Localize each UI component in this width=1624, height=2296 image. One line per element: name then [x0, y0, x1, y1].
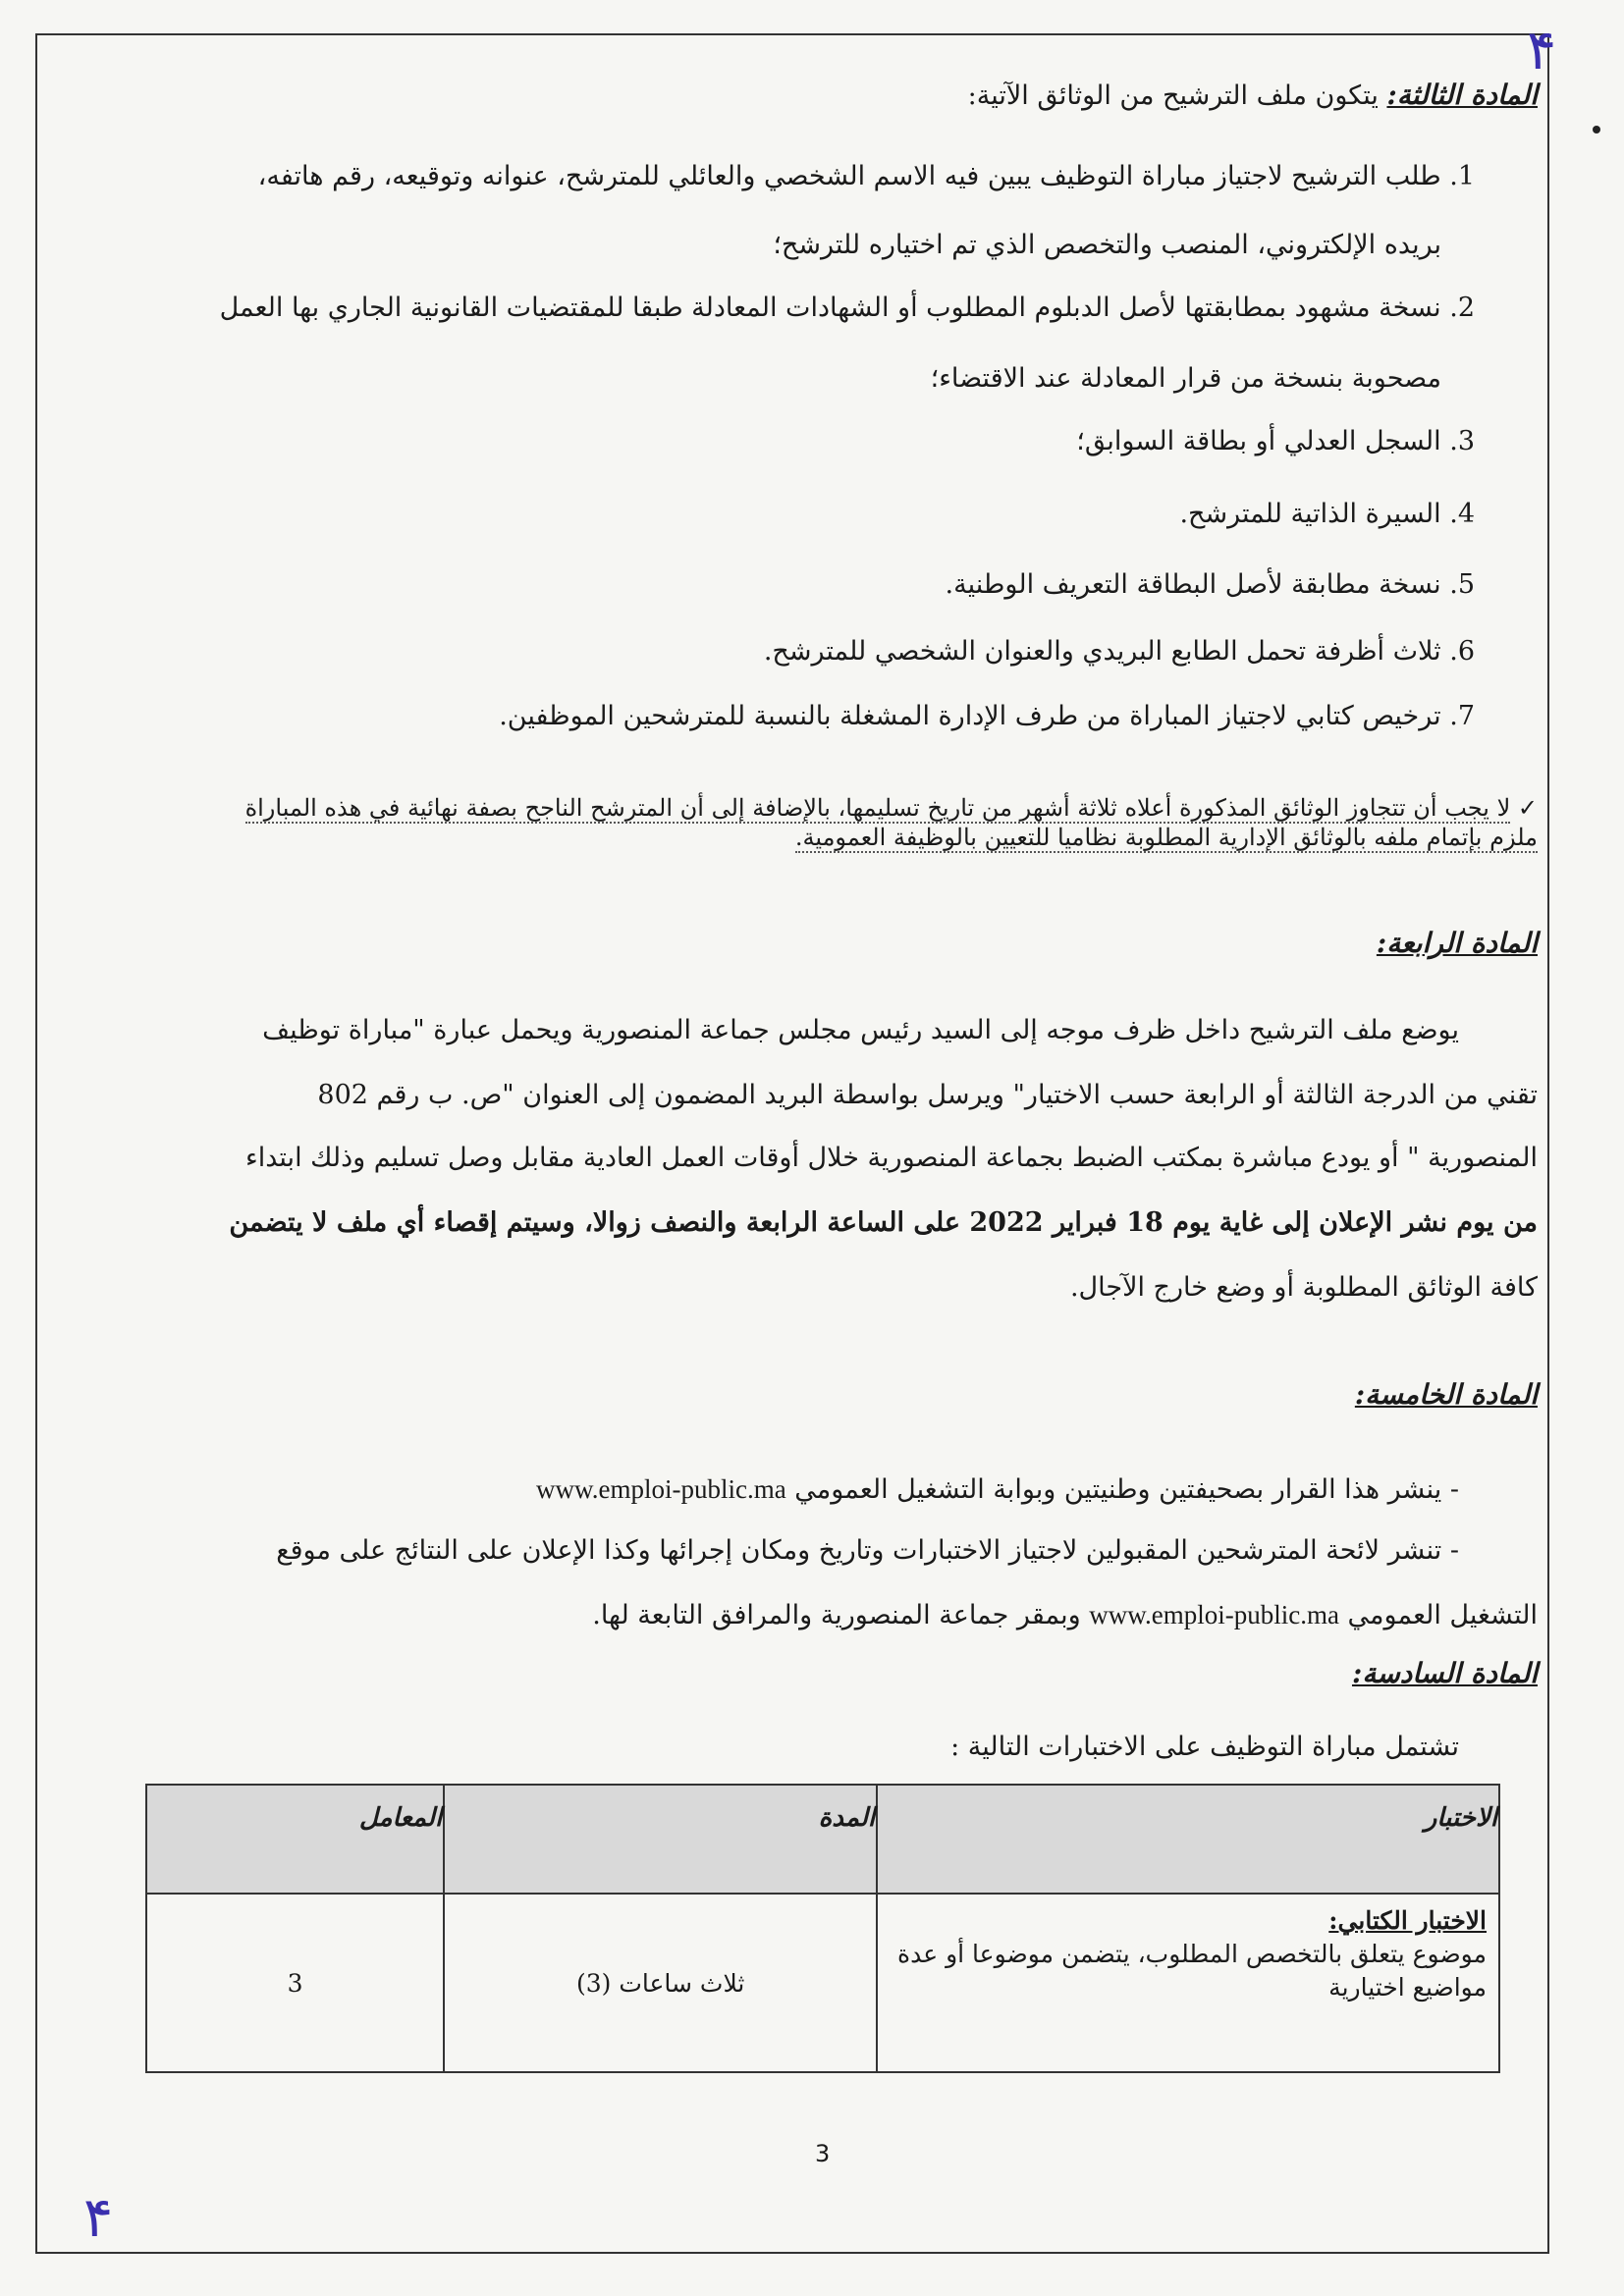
article5-line3b: وبمقر جماعة المنصورية والمرافق التابعة لها.: [592, 1600, 1081, 1630]
article6-intro: تشتمل مباراة التوظيف على الاختبارات التالية :: [950, 1732, 1459, 1762]
header-duration: المدة: [444, 1785, 877, 1894]
page-number: 3: [815, 2140, 831, 2167]
article4-line: من يوم نشر الإعلان إلى غاية يوم 18 فبراير 2022 على الساعة الرابعة والنصف زوالا، وسيتم إقصاء أي ملف لا يتضمن: [229, 1207, 1538, 1238]
article5-line2: - تنشر لائحة المترشحين المقبولين لاجتياز الاختبارات وتاريخ ومكان إجرائها وكذا الإعلان على النتائج على موقع: [276, 1535, 1459, 1566]
article3-item: 4. السيرة الذاتية للمترشح.: [1179, 499, 1475, 529]
cell-test: [877, 1894, 1499, 2072]
article6-heading: [1352, 1657, 1538, 1689]
article3-intro: يتكون ملف الترشيح من الوثائق الآتية:: [967, 80, 1387, 111]
article5-line3a: التشغيل العمومي: [1347, 1600, 1538, 1630]
checkmark-icon: ✓: [1517, 794, 1538, 822]
margin-dot: [1593, 126, 1600, 133]
article6-title: المادة السادسة:: [1351, 1657, 1538, 1689]
article4-line: المنصورية " أو يودع مباشرة بمكتب الضبط بجماعة المنصورية خلال أوقات العمل العادية مقابل وصل تسليم وذلك ابتداء: [245, 1143, 1538, 1173]
article4-title: المادة الرابعة:: [1376, 927, 1538, 959]
notice-line: ملزم بإتمام ملفه بالوثائق الإدارية المطلوبة نظاميا للتعيين بالوظيفة العمومية.: [794, 824, 1538, 851]
table-row: [146, 1894, 1499, 2072]
article5-line: [592, 1600, 1538, 1630]
header-test: الاختبار: [877, 1785, 1499, 1894]
handwritten-mark-top: ۴: [1527, 19, 1557, 82]
handwritten-mark-bottom: ۴: [83, 2186, 114, 2250]
article3-title: المادة الثالثة:: [1386, 79, 1538, 111]
article4-line: كافة الوثائق المطلوبة أو وضع خارج الآجال.: [1069, 1272, 1538, 1303]
article5-line: [536, 1474, 1459, 1505]
article4-line: تقني من الدرجة الثالثة أو الرابعة حسب الاختيار" ويرسل بواسطة البريد المضمون إلى العنوان "ص. ب رقم 802: [317, 1080, 1538, 1110]
cell-coefficient: 3: [146, 1894, 444, 2072]
article3-item: 6. ثلاث أظرفة تحمل الطابع البريدي والعنوان الشخصي للمترشح.: [763, 636, 1475, 667]
article3-item: 5. نسخة مطابقة لأصل البطاقة التعريف الوطنية.: [945, 569, 1475, 600]
article5-line1: - ينشر هذا القرار بصحيفتين وطنيتين وبوابة التشغيل العمومي: [794, 1474, 1459, 1505]
cell-duration: ثلاث ساعات (3): [444, 1894, 877, 2072]
article3-notice: [84, 793, 1538, 852]
emploi-public-link[interactable]: www.emploi-public.ma: [536, 1474, 786, 1504]
article3-heading: [968, 79, 1538, 111]
article5-title: المادة الخامسة:: [1354, 1378, 1538, 1411]
article5-heading: [1355, 1378, 1538, 1411]
test-title: الاختبار الكتابي:: [1328, 1906, 1487, 1935]
header-coefficient: المعامل: [146, 1785, 444, 1894]
article3-item: 2. نسخة مشهود بمطابقتها لأصل الدبلوم المطلوب أو الشهادات المعادلة طبقا للمقتضيات القانونية الجاري بها العمل: [219, 293, 1475, 323]
article4-heading: [1377, 927, 1538, 959]
test-description: موضوع يتعلق بالتخصص المطلوب، يتضمن موضوعا أو عدة مواضيع اختيارية: [897, 1940, 1487, 2002]
article3-item: 3. السجل العدلي أو بطاقة السوابق؛: [1076, 426, 1475, 456]
article3-item: مصحوبة بنسخة من قرار المعادلة عند الاقتضاء؛: [930, 363, 1441, 394]
article4-line: يوضع ملف الترشيح داخل ظرف موجه إلى السيد رئيس مجلس جماعة المنصورية ويحمل عبارة "مباراة توظيف: [262, 1015, 1459, 1045]
notice-line: لا يجب أن تتجاوز الوثائق المذكورة أعلاه ثلاثة أشهر من تاريخ تسليمها، بالإضافة إلى أن المترشح الناجح بصفة نهائية في هذه المباراة: [244, 794, 1511, 822]
article3-item: 1. طلب الترشيح لاجتياز مباراة التوظيف يبين فيه الاسم الشخصي والعائلي للمترشح، عنوانه وتوقيعه، رقم هاتفه،: [257, 161, 1475, 191]
tests-table: [145, 1784, 1500, 2073]
article3-item: 7. ترخيص كتابي لاجتياز المباراة من طرف الإدارة المشغلة بالنسبة للمترشحين الموظفين.: [499, 701, 1475, 731]
article3-item: بريده الإلكتروني، المنصب والتخصص الذي تم اختياره للترشح؛: [773, 230, 1441, 260]
emploi-public-link[interactable]: www.emploi-public.ma: [1089, 1600, 1339, 1629]
table-header-row: [146, 1785, 1499, 1894]
